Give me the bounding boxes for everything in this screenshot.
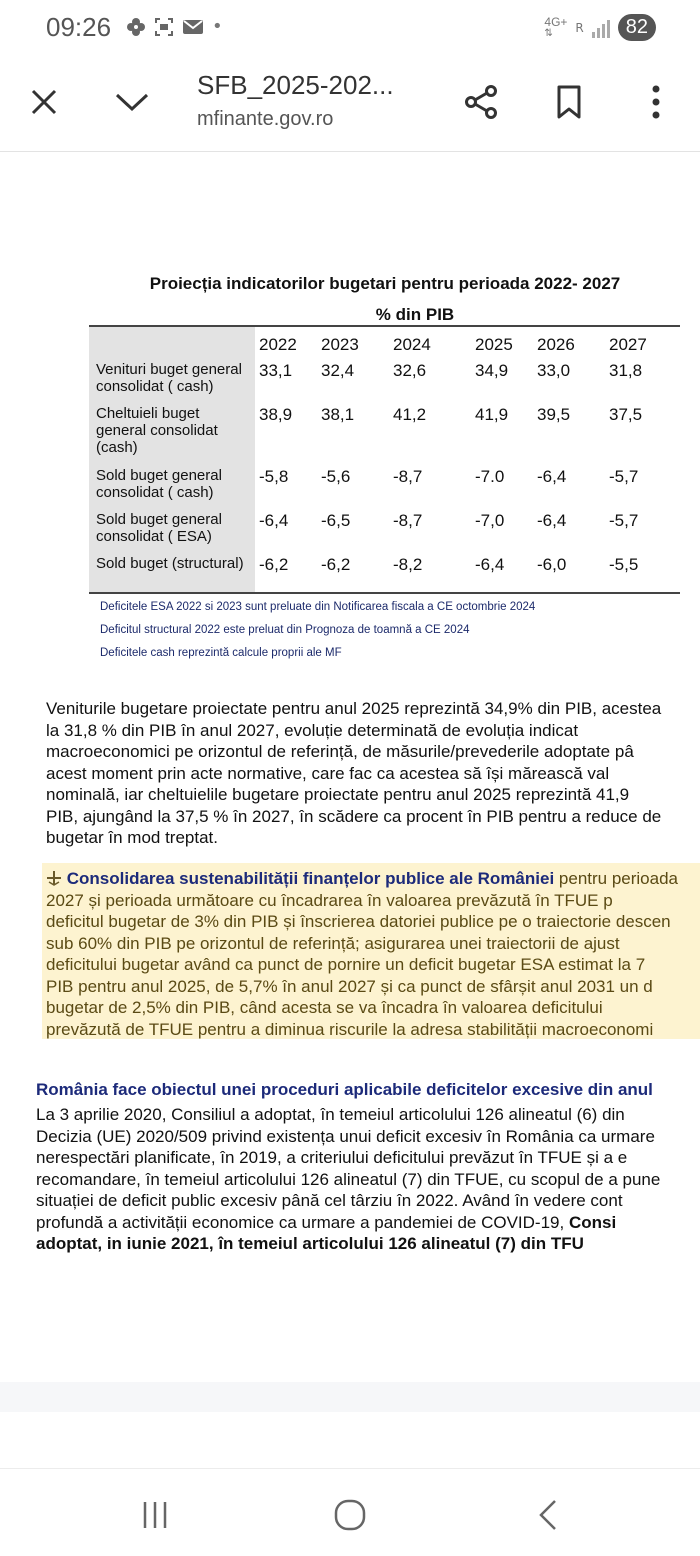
document-page[interactable]	[0, 152, 700, 1382]
table-cell: 33,1	[259, 361, 293, 380]
table-cell: -5,7	[609, 467, 639, 486]
text-line: prevăzută de TFUE pentru a diminua riscurile la adresa stabilității macroeconomi	[46, 1019, 654, 1039]
table-header-label	[89, 326, 255, 357]
text-line	[36, 1233, 700, 1255]
home-button[interactable]	[330, 1495, 370, 1535]
recent-apps-button[interactable]	[135, 1495, 175, 1535]
screenshot-icon	[154, 17, 174, 37]
table-cell: 31,8	[609, 361, 643, 380]
table-row	[89, 463, 680, 507]
table-cell: -5,5	[609, 555, 639, 574]
close-button[interactable]	[20, 78, 68, 126]
battery-badge: 82	[618, 14, 656, 41]
table-cell: -5,8	[259, 467, 289, 486]
year-header: 2024	[393, 335, 431, 354]
table-cell: 41,2	[393, 405, 427, 424]
text-line: deficitului bugetar având ca punct de pornire un deficit bugetar ESA estimat la 7	[46, 955, 646, 974]
table-cell: -6,0	[537, 555, 567, 574]
table-note: Deficitele ESA 2022 si 2023 sunt preluate din Notificarea fiscala a CE octombrie 2024	[100, 601, 536, 613]
table-header-row	[89, 326, 680, 357]
viewer-toolbar	[0, 58, 700, 152]
back-icon	[538, 1499, 558, 1531]
navigation-bar	[0, 1468, 700, 1556]
status-time: 09:26	[46, 12, 112, 42]
text-line: nominală, iar cheltuielile bugetare proiectate pentru anul 2025 reprezintă 41,9	[46, 785, 630, 804]
section-title: România face obiectul unei proceduri aplicabile deficitelor excesive din anul	[36, 1080, 653, 1099]
home-icon	[334, 1499, 366, 1531]
collapse-button[interactable]	[108, 78, 156, 126]
table-cell: 38,1	[321, 405, 355, 424]
text-line: situației de deficit public excesiv până cel târziu în 2022. Având în vedere cont	[36, 1191, 623, 1210]
text-line: Decizia (UE) 2020/509 privind existența unui deficit excesiv în România ca urmare	[36, 1126, 655, 1146]
row-label: Sold buget general consolidat ( ESA)	[89, 507, 255, 551]
year-header: 2022	[259, 335, 297, 354]
text-line: nerespectări planificate, în 2019, a criteriului deficitului prevăzut în TFUE și a e	[36, 1148, 628, 1167]
year-header: 2023	[321, 335, 359, 354]
table-cell: -7.0	[475, 467, 505, 486]
table-cell: -5,6	[321, 467, 351, 486]
paragraph-deficit-procedure	[36, 1104, 700, 1255]
table-cell: 32,6	[393, 361, 427, 380]
text-bold: adoptat, in iunie 2021, în temeiul articolului 126 alineatul (7) din TFU	[36, 1234, 584, 1253]
budget-table	[89, 325, 680, 594]
text-line	[36, 1212, 700, 1234]
row-label: Venituri buget general consolidat ( cash)	[89, 357, 255, 401]
table-cell: -6,4	[537, 511, 567, 530]
text-line: la 31,8 % din PIB în anul 2027, evoluție determinată de evoluția indicat	[46, 720, 579, 740]
table-cell: -6,5	[321, 511, 351, 530]
text-normal: profundă a activității economice ca urmare a pandemiei de COVID-19,	[36, 1212, 569, 1232]
bullet-plus-icon	[46, 870, 62, 886]
table-cell: 39,5	[537, 405, 571, 424]
table-cell: -6,4	[537, 467, 567, 486]
share-button[interactable]	[457, 78, 505, 126]
back-button[interactable]	[528, 1495, 568, 1535]
share-icon	[463, 84, 499, 120]
table-subtitle: % din PIB	[375, 305, 455, 324]
text-line: bugetar în mod treptat.	[46, 828, 218, 847]
table-cell: -6,2	[259, 555, 289, 574]
bookmark-button[interactable]	[545, 78, 593, 126]
year-header: 2026	[537, 335, 575, 354]
more-vertical-icon	[651, 85, 661, 119]
table-cell: 34,9	[475, 361, 509, 380]
row-label: Sold buget (structural)	[89, 551, 255, 593]
highlight-heading: Consolidarea sustenabilității finanțelor publice ale României	[66, 869, 555, 888]
page-gap	[0, 1382, 700, 1412]
network-type: 4G+	[544, 14, 568, 29]
table-note: Deficitele cash reprezintă calcule proprii ale MF	[100, 647, 342, 659]
chevron-down-icon	[115, 92, 149, 112]
table-cell: -8,7	[393, 467, 423, 486]
text-line: La 3 aprilie 2020, Consiliul a adoptat, în temeiul articolului 126 alineatul (6) din	[36, 1105, 625, 1124]
document-domain: mfinante.gov.ro	[197, 108, 334, 130]
table-cell: -6,4	[259, 511, 289, 530]
table-cell: 33,0	[537, 361, 571, 380]
table-row	[89, 401, 680, 463]
more-options-button[interactable]	[632, 78, 680, 126]
bookmark-icon	[556, 85, 582, 119]
table-cell: -6,4	[475, 555, 505, 574]
text-line: deficitul bugetar de 3% din PIB și înscrierea datoriei publice pe o traiectorie descen	[46, 912, 671, 931]
recent-apps-icon	[140, 1500, 170, 1530]
status-right	[544, 14, 656, 41]
text-line: recomandare, în temeiul articolului 126 alineatul (7) din TFUE, cu scopul de a pune	[36, 1169, 661, 1189]
text-line: macroeconomici pe orizontul de referință, de măsurile/prevederile adoptate pâ	[46, 742, 634, 761]
year-header: 2027	[609, 335, 647, 354]
table-cell: -7,0	[475, 511, 505, 530]
row-label: Cheltuieli buget general consolidat (cash)	[89, 401, 255, 463]
table-cell: -8,7	[393, 511, 423, 530]
text-line: PIB pentru anul 2025, de 5,7% în anul 2027 și ca punct de sfârșit anul 2031 un d	[46, 976, 653, 996]
text-line: 2027 și perioada următoare cu încadrarea în valoarea prevăzută în TFUE p	[46, 890, 613, 910]
status-notification-icons	[126, 16, 223, 37]
roaming-letter: R	[575, 20, 584, 35]
text-line: sub 60% din PIB pe orizontul de referință; asigurarea unei traiectorii de ajust	[46, 933, 620, 953]
row-label: Sold buget general consolidat ( cash)	[89, 463, 255, 507]
table-row	[89, 357, 680, 401]
table-cell: 41,9	[475, 405, 509, 424]
table-cell: 38,9	[259, 405, 293, 424]
table-cell: 32,4	[321, 361, 355, 380]
text-line: Veniturile bugetare proiectate pentru anul 2025 reprezintă 34,9% din PIB, acestea	[46, 699, 662, 718]
status-dot: •	[212, 16, 223, 37]
table-title: Proiecția indicatorilor bugetari pentru perioada 2022- 2027	[149, 274, 621, 293]
text-line: PIB, ajungând la 37,5 % în 2027, în scădere ca procent în PIB pentru a reduce de	[46, 806, 662, 826]
paragraph-revenues	[46, 698, 700, 849]
highlight-heading-rest: pentru perioada	[554, 869, 679, 888]
document-title: SFB_2025-202...	[197, 70, 394, 100]
table-note: Deficitul structural 2022 este preluat din Prognoza de toamnă a CE 2024	[100, 624, 470, 636]
close-icon	[30, 88, 58, 116]
table-row	[89, 507, 680, 551]
table-row	[89, 551, 680, 593]
text-bold: Consi	[568, 1212, 617, 1232]
text-line: bugetar de 2,5% din PIB, când acesta se va încadra în valoarea deficitului	[46, 998, 603, 1017]
table-cell: 37,5	[609, 405, 643, 424]
table-cell: -8,2	[393, 555, 423, 574]
status-bar	[0, 0, 700, 58]
highlight-block	[46, 868, 700, 1040]
table-cell: -6,2	[321, 555, 351, 574]
mail-icon	[182, 18, 204, 36]
network-indicator: 4G+ ⇅	[544, 14, 568, 39]
table-cell: -5,7	[609, 511, 639, 530]
year-header: 2025	[475, 335, 513, 354]
flower-icon	[126, 17, 146, 37]
signal-icon	[592, 18, 610, 38]
text-line	[46, 868, 700, 890]
text-line: acest moment prin acte normative, care fac ca acestea să își mărească val	[46, 763, 610, 783]
